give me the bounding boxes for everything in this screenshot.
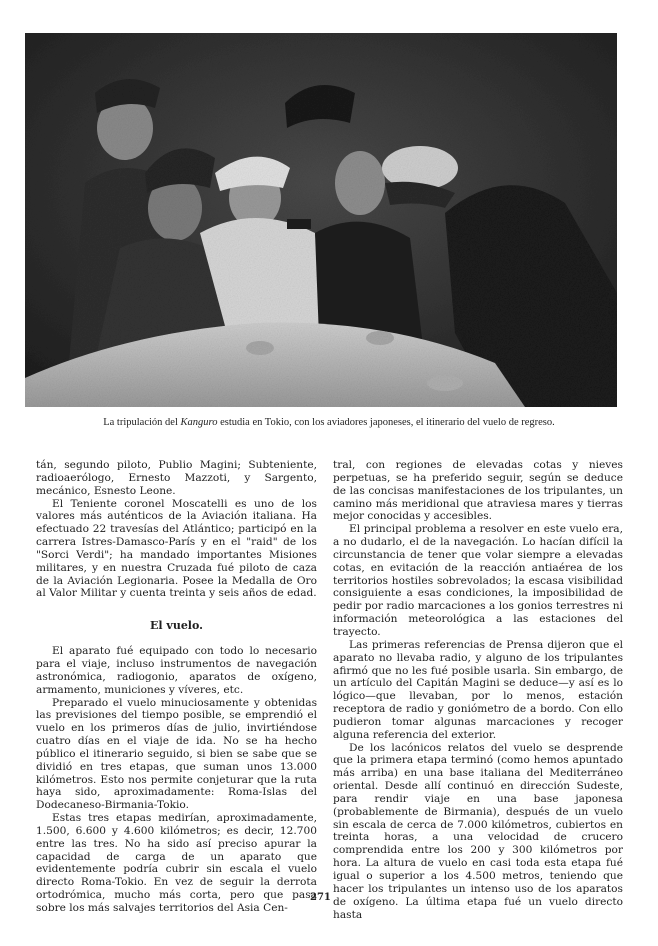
right-column bbox=[333, 459, 623, 921]
paragraph: tral, con regiones de elevadas cotas y nieves perpetuas, se ha preferido seguir, según se deduce de las concisas manifestaciones de los tripulantes, un camino más meridional que atraviesa mares y tierras mejor conocidas y accesibles. bbox=[333, 459, 623, 523]
caption-text-after: estudia en Tokio, con los aviadores japoneses, el itinerario del vuelo de regreso. bbox=[217, 417, 555, 428]
caption-text-before: La tripulación del bbox=[103, 417, 181, 428]
photo-caption bbox=[0, 417, 658, 428]
paragraph: El Teniente coronel Moscatelli es uno de los valores más auténticos de la Aviación italiana. Ha efectuado 22 travesías del Atlántico; participó en la carrera Istres-Damasco-París y en el "raid" de los "Sorci Verdi"; ha mandado importantes Misiones militares, y en nuestra Cruzada fué piloto de caza de la Aviación Legionaria. Posee la Medalla de Oro al Valor Militar y cuenta treinta y seis años de edad. bbox=[36, 497, 317, 600]
paragraph: El principal problema a resolver en este vuelo era, a no dudarlo, el de la navegación. Lo hacían difícil la circunstancia de tener que volar siempre a elevadas cotas, en evitación de la reacción antiaérea de los territorios hostiles sobrevolados; la escasa visibilidad consiguiente a esas condiciones, la imposibilidad de pedir por radio marcaciones a los gonios terrestres ni información meteorológica a las estaciones del trayecto. bbox=[333, 523, 623, 638]
photo-illustration bbox=[25, 33, 617, 407]
paragraph: Preparado el vuelo minuciosamente y obtenidas las previsiones del tiempo posible, se emprendió el vuelo en los primeros días de julio, invirtiéndose cuatro días en el viaje de ida. No se ha hecho público el itinerario seguido, si bien se sabe que se dividió en tres etapas, que suman unos 13.000 kilómetros. Esto nos permite conjeturar que la ruta haya sido, aproximadamente: Roma-Islas del Dodecaneso-Birmania-Tokio. bbox=[36, 696, 317, 812]
paragraph: Las primeras referencias de Prensa dijeron que el aparato no llevaba radio, y alguno de los tripulantes afirmó que no les fué posible usarla. Sin embargo, de un artículo del Capitán Magini se deduce—y así es lo lógico—que llevaban, por lo menos, estación receptora de radio y goniómetro de a bordo. Con ello pudieron tomar algunas marcaciones y recoger alguna referencia del exterior. bbox=[333, 638, 623, 741]
crew-photograph bbox=[25, 33, 617, 407]
section-heading: El vuelo. bbox=[150, 619, 203, 633]
paragraph: tán, segundo piloto, Publio Magini; Subteniente, radioaerólogo, Ernesto Mazzoti, y Sargento, mecánico, Esnesto Leone. bbox=[36, 459, 317, 497]
paragraph: El aparato fué equipado con todo lo necesario para el viaje, incluso instrumentos de navegación astronómica, radiogonio, aparatos de oxígeno, armamento, municiones y víveres, etc. bbox=[36, 645, 317, 696]
paragraph: De los lacónicos relatos del vuelo se desprende que la primera etapa terminó (como hemos apuntado más arriba) en una base italiana del Mediterráneo oriental. Desde allí continuó en dirección Sudeste, para rendir viaje en una base japonesa (probablemente de Birmania), después de un vuelo sin escala de cerca de 7.000 kilómetros, cubiertos en treinta horas, a una velocidad de crucero comprendida entre los 200 y 300 kilómetros por hora. La altura de vuelo en casi toda esta etapa fué igual o superior a los 4.500 metros, teniendo que hacer los tripulantes un intenso uso de los aparatos de oxígeno. La última etapa fué un vuelo directo hasta bbox=[333, 741, 623, 921]
page-number: 271 bbox=[310, 892, 331, 903]
paragraph: Estas tres etapas medirían, aproximadamente, 1.500, 6.600 y 4.600 kilómetros; es decir, 12.700 entre las tres. No ha sido así preciso apurar la capacidad de carga de un aparato que evidentemente podría cubrir sin escala el vuelo directo Roma-Tokio. En vez de seguir la derrota ortodrómica, mucho más corta, pero que pasa sobre los más salvajes territorios del Asia Cen- bbox=[36, 812, 317, 914]
left-column bbox=[36, 459, 317, 915]
caption-aircraft-name: Kanguro bbox=[180, 417, 218, 428]
